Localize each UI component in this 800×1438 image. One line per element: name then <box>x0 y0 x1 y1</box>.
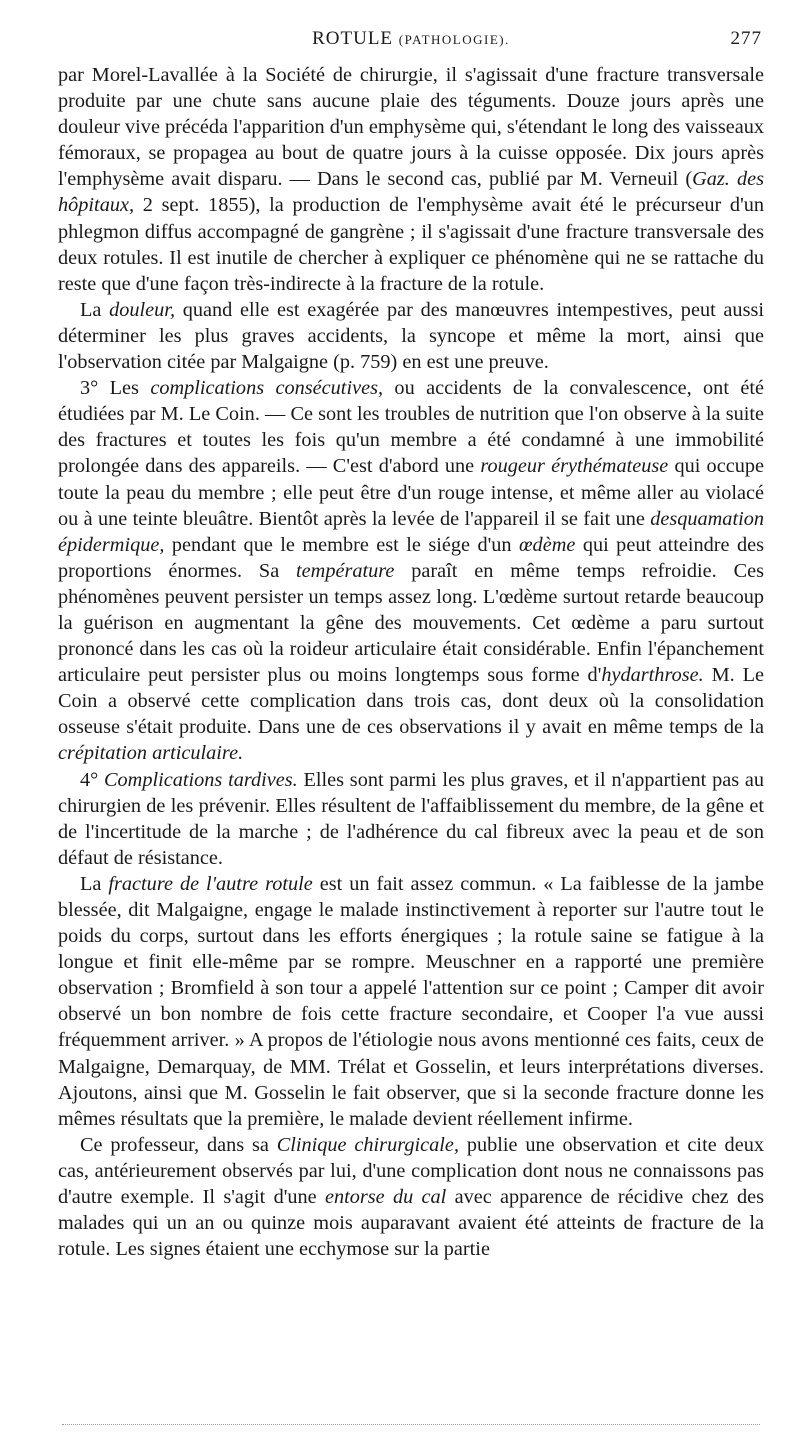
italic-phrase: Complications tardives. <box>104 768 298 791</box>
text-run: pendant que le membre est le siége d'un <box>164 533 520 556</box>
text-run: La <box>80 298 110 321</box>
text-run: 3° Les <box>80 377 151 400</box>
running-title-sub: (PATHOLOGIE). <box>398 32 510 47</box>
italic-phrase: crépitation articulaire. <box>58 742 244 765</box>
italic-phrase: douleur, <box>109 298 176 321</box>
text-run: est un fait assez commun. « La faiblesse de la jambe blessée, dit Malgaigne, engage le malade instinctivement à reporter sur l'autre tout le poids du corps, surtout dans les efforts énergiques ; la rotule saine se fatigue à la longue et finit elle-même par se rompre. Meuschner en a rapporté une première observation ; Bromfield à son tour a appelé l'attention sur ce point ; Camper dit avoir observé un bon nombre de fois cette fracture secondaire, et Cooper l'a vue aussi fréquemment arriver. » A propos de l'étiologie nous avons mentionné ces faits, ceux de Malgaigne, Demarquay, de MM. Trélat et Gosselin, et leurs interprétations diverses. Ajoutons, ainsi que M. Gosselin le fait observer, que si la seconde fracture donne les mêmes résultats que la première, le malade devient réellement infirme. <box>58 872 764 1130</box>
running-title <box>60 28 762 50</box>
text-run: qui peut atteindre des proportions énormes. Sa <box>58 533 764 582</box>
italic-phrase: œdème <box>519 533 576 556</box>
text-run: qui occupe toute la peau du membre ; elle peut être d'un rouge intense, et même aller au violacé ou à une teinte bleuâtre. Bientôt après la levée de l'appareil il se fait une <box>58 455 764 530</box>
paragraph <box>58 62 764 297</box>
italic-phrase: fracture de l'autre rotule <box>108 872 313 895</box>
text-run: M. Le Coin a observé cette complication dans trois cas, dont deux où la consolidation osseuse s'était produite. Dans une de ces observations il y avait en même temps de la <box>58 664 764 739</box>
text-run: par Morel-Lavallée à la Société de chirurgie, il s'agissait d'une fracture transversale produite par une chute sans aucune plaie des téguments. Douze jours après une douleur vive précéda l'apparition d'un emphysème qui, s'étendant le long des vaisseaux fémoraux, se propagea au bout de quatre jours à la cuisse opposée. Dix jours après l'emphysème avait disparu. — Dans le second cas, publié par M. Verneuil ( <box>58 64 764 191</box>
text-run: ou accidents de la convalescence, ont été étudiées par M. Le Coin. — Ce sont les troubles de nutrition que l'on observe à la suite des fractures et toutes les fois qu'un membre a été condamné à une immobilité prolongée dans des appareils. — C'est d'abord une <box>58 377 764 478</box>
paragraph <box>58 871 764 1132</box>
italic-phrase: température <box>296 559 395 582</box>
paragraph <box>58 375 764 766</box>
text-run: quand elle est exagérée par des manœuvres intempestives, peut aussi déterminer les plus graves accidents, la syncope et même la mort, ainsi que l'observation citée par Malgaigne (p. 759) en est une preuve. <box>58 298 764 374</box>
text-run: 4° <box>80 768 105 791</box>
italic-phrase: entorse du cal <box>324 1186 447 1209</box>
body-text <box>58 62 764 1262</box>
text-run: Elles sont parmi les plus graves, et il n'appartient pas au chirurgien de les prévenir. Elles résultent de l'affaiblissement du membre, de la gêne et de l'incertitude de la marche ; de l'adhérence du cal fibreux avec la peau et de son défaut de résistance. <box>58 768 765 869</box>
italic-phrase: desquamation épidermique, <box>58 507 764 556</box>
page-number: 277 <box>730 28 762 49</box>
paragraph <box>58 767 764 871</box>
text-run: 2 sept. 1855), la production de l'emphysème avait été le précurseur d'un phlegmon diffus accompagné de gangrène ; il s'agissait d'une fracture transversale des deux rotules. Il est inutile de chercher à expliquer ce phénomène qui ne se rattache du reste que d'une façon très-indirecte à la fracture de la rotule. <box>58 194 764 295</box>
paragraph <box>58 1132 764 1262</box>
text-run: publie une observation et cite deux cas, antérieurement observés par lui, d'une complication dont nous ne connaissons pas d'autre exemple. Il s'agit d'une <box>58 1133 764 1209</box>
italic-phrase: rougeur érythémateuse <box>480 455 669 478</box>
italic-phrase: Clinique chirurgicale, <box>276 1133 459 1156</box>
italic-phrase: Gaz. des hôpitaux, <box>58 168 764 217</box>
italic-phrase: hydarthrose. <box>601 664 704 687</box>
running-header <box>60 28 762 58</box>
footer-dotted-rule <box>62 1424 760 1425</box>
text-run: avec apparence de récidive chez des malades qui un an ou quinze mois auparavant avaient été atteints de fracture de la rotule. Les signes étaient une ecchymose sur la partie <box>58 1186 765 1261</box>
italic-phrase: complications consécutives, <box>150 377 384 400</box>
paragraph <box>58 297 764 375</box>
text-run: paraît en même temps refroidie. Ces phénomènes peuvent persister un temps assez long. L'œdème surtout retarde beaucoup la guérison en augmentant la gêne des mouvements. Cet œdème a paru surtout prononcé dans les cas où la roideur articulaire était considérable. Enfin l'épanchement articulaire peut persister plus ou moins longtemps sous forme d' <box>58 559 764 687</box>
running-title-main: ROTULE <box>312 28 394 49</box>
text-run: Ce professeur, dans sa <box>80 1133 277 1156</box>
text-run: La <box>80 872 109 895</box>
